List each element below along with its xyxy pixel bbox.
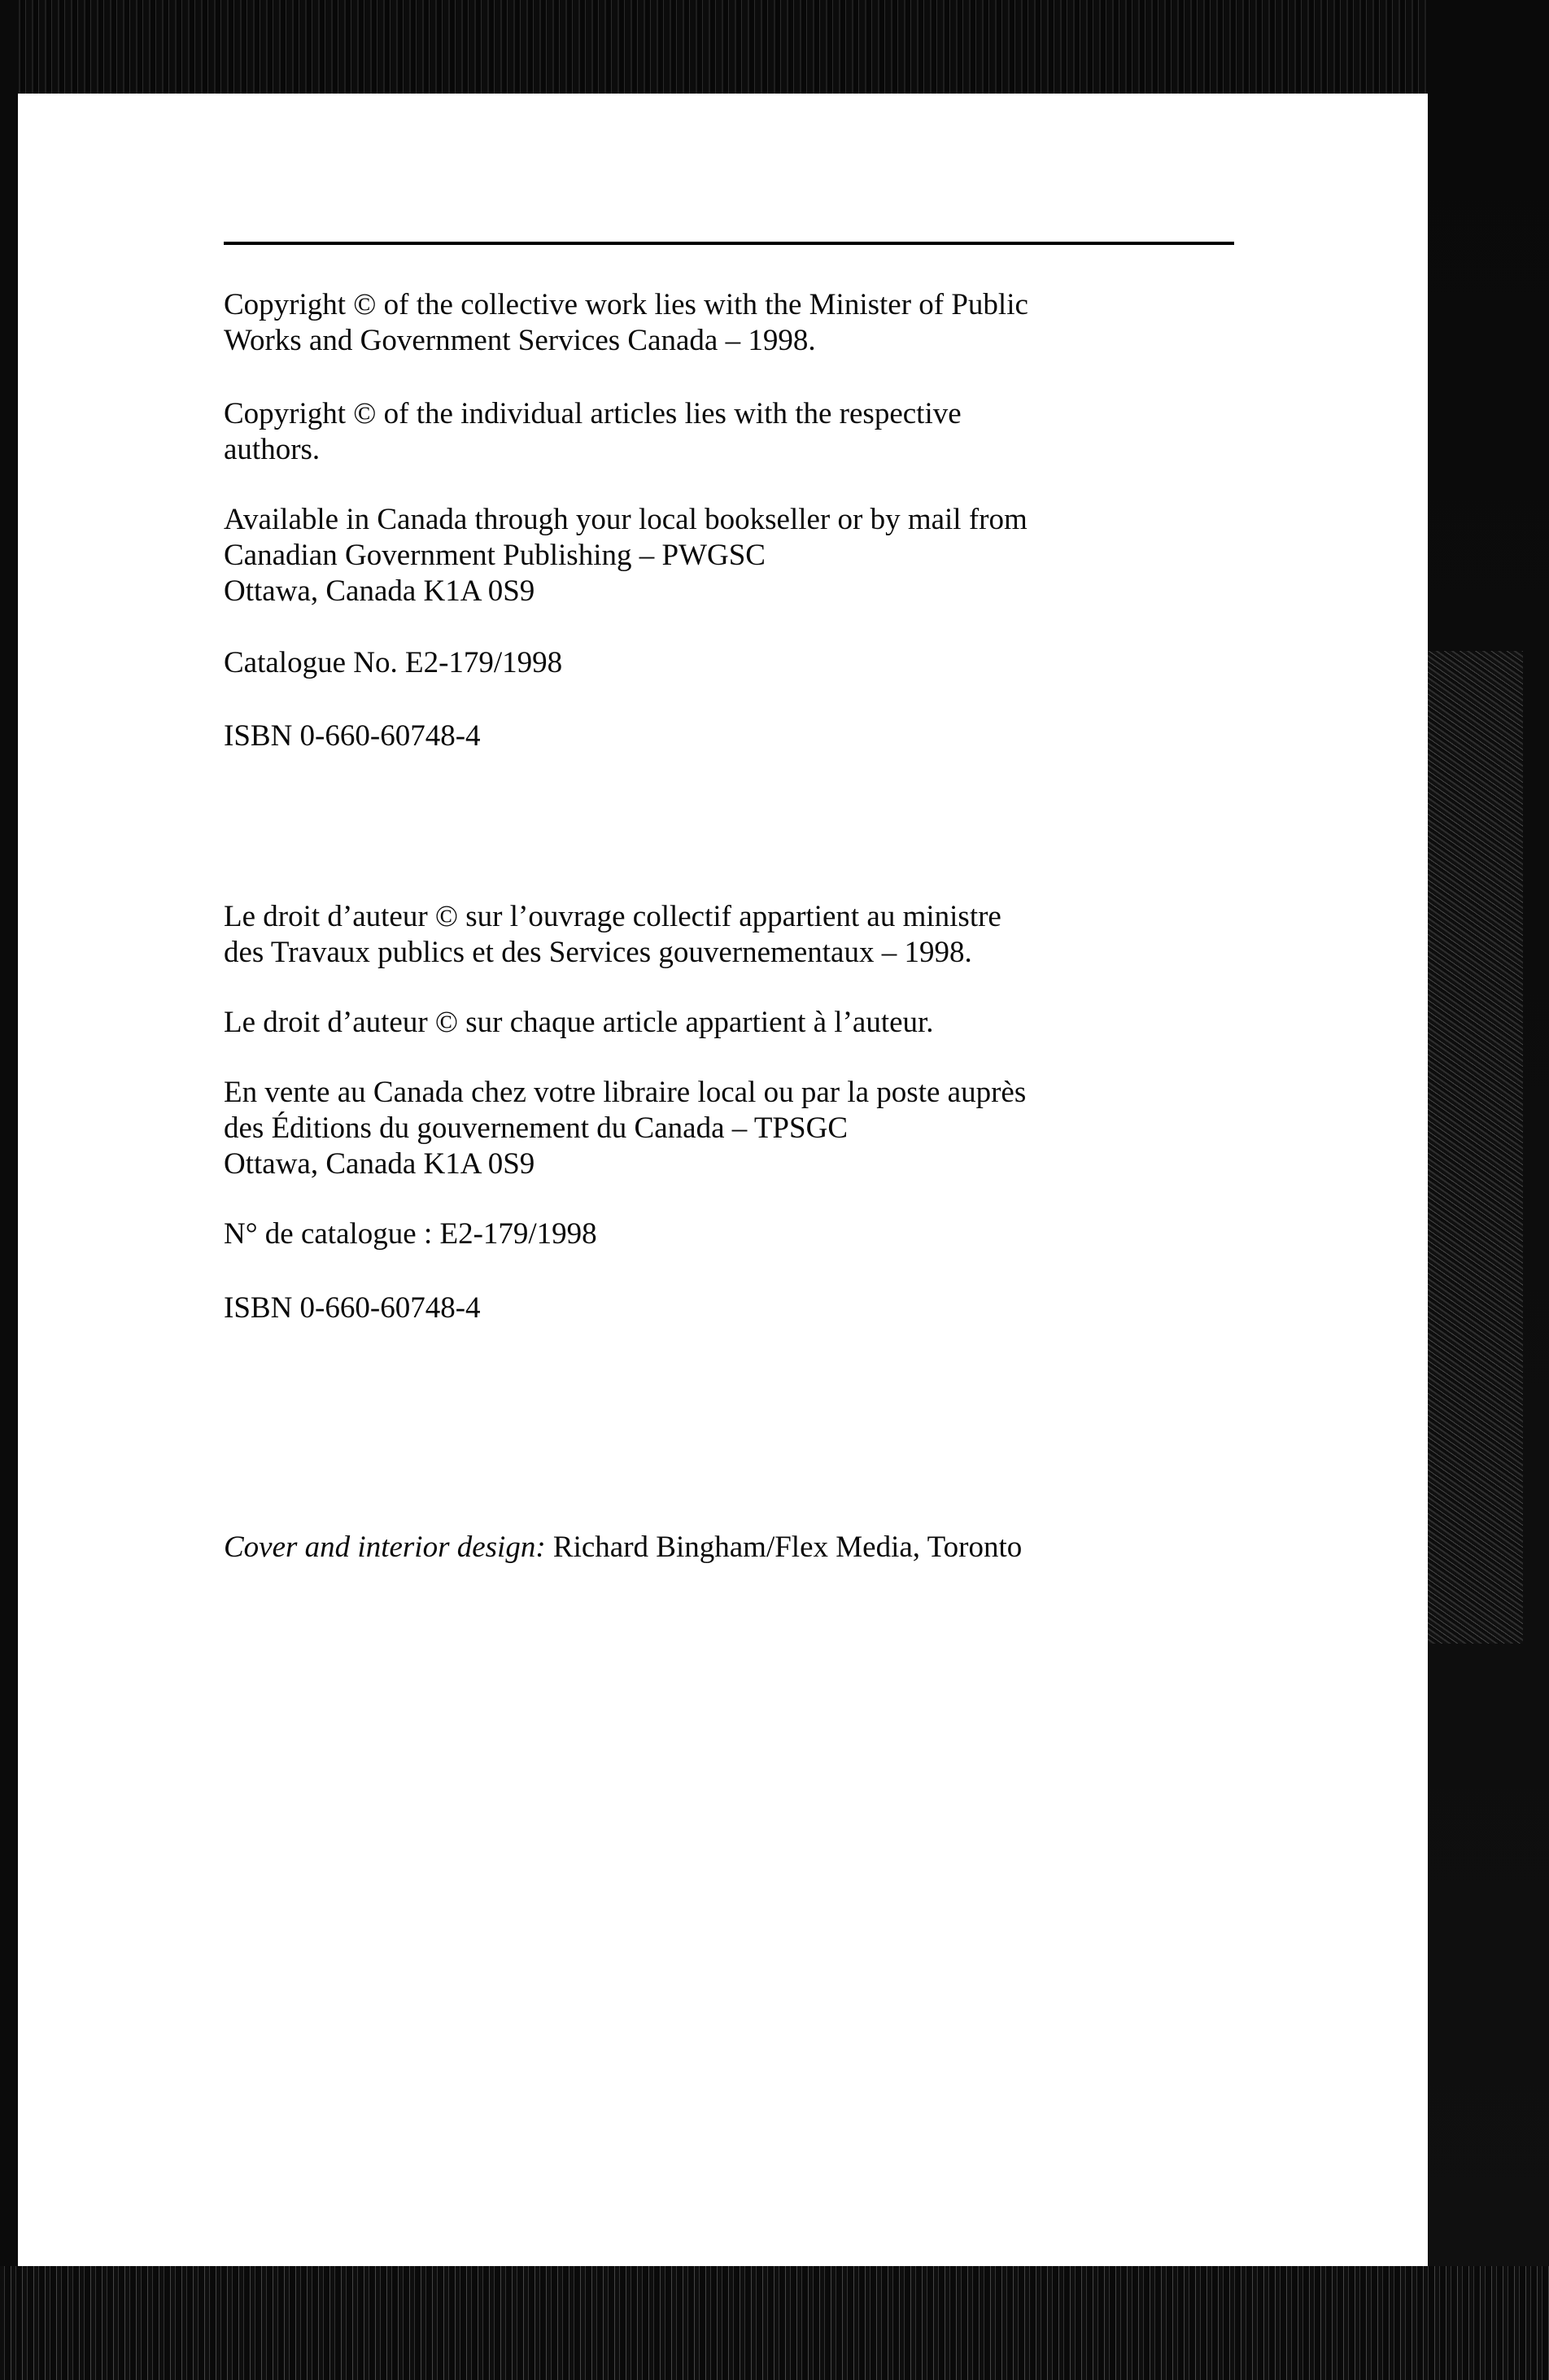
scan-border-bottom [0,2266,1549,2380]
text-line: Ottawa, Canada K1A 0S9 [224,1147,535,1181]
text-line: Copyright © of the individual articles lies with the respective [224,397,962,430]
text-line: Le droit d’auteur © sur chaque article appartient à l’auteur. [224,1006,934,1039]
text-line: Catalogue No. E2-179/1998 [224,646,563,679]
text-line: Ottawa, Canada K1A 0S9 [224,574,535,608]
text-line: ISBN 0-660-60748-4 [224,1291,481,1325]
text-line: des Éditions du gouvernement du Canada – TPSGC [224,1111,848,1145]
credit-label: Cover and interior design: [224,1531,546,1564]
fr-isbn [224,1290,481,1326]
text-line: Available in Canada through your local bookseller or by mail from [224,503,1028,536]
en-copyright-individual [224,396,962,468]
text-line: En vente au Canada chez votre libraire local ou par la poste auprès [224,1076,1027,1109]
text-line: Copyright © of the collective work lies with the Minister of Public [224,288,1028,321]
text-line: ISBN 0-660-60748-4 [224,719,481,753]
page [18,94,1428,2266]
credit-line [224,1530,1022,1566]
fr-availability [224,1075,1026,1182]
text-line: Works and Government Services Canada – 1998. [224,324,816,357]
text-line: N° de catalogue : E2-179/1998 [224,1217,597,1251]
fr-copyright-collective [224,899,1001,971]
en-availability [224,502,1028,609]
en-isbn [224,718,481,754]
en-copyright-collective [224,287,1028,359]
fr-copyright-individual [224,1005,934,1041]
scan-border-top [0,0,1549,94]
text-line: des Travaux publics et des Services gouvernementaux – 1998. [224,936,972,969]
text-line: authors. [224,433,321,466]
text-line: Le droit d’auteur © sur l’ouvrage collectif appartient au ministre [224,900,1001,933]
credit-value: Richard Bingham/Flex Media, Toronto [552,1531,1023,1564]
top-rule [224,242,1234,245]
design-credit [224,1530,1022,1566]
text-line: Canadian Government Publishing – PWGSC [224,539,766,572]
scan-border-left [0,0,18,2380]
fr-catalogue-number [224,1216,597,1252]
scan-noise-right [1417,651,1523,1644]
en-catalogue-number [224,645,562,681]
